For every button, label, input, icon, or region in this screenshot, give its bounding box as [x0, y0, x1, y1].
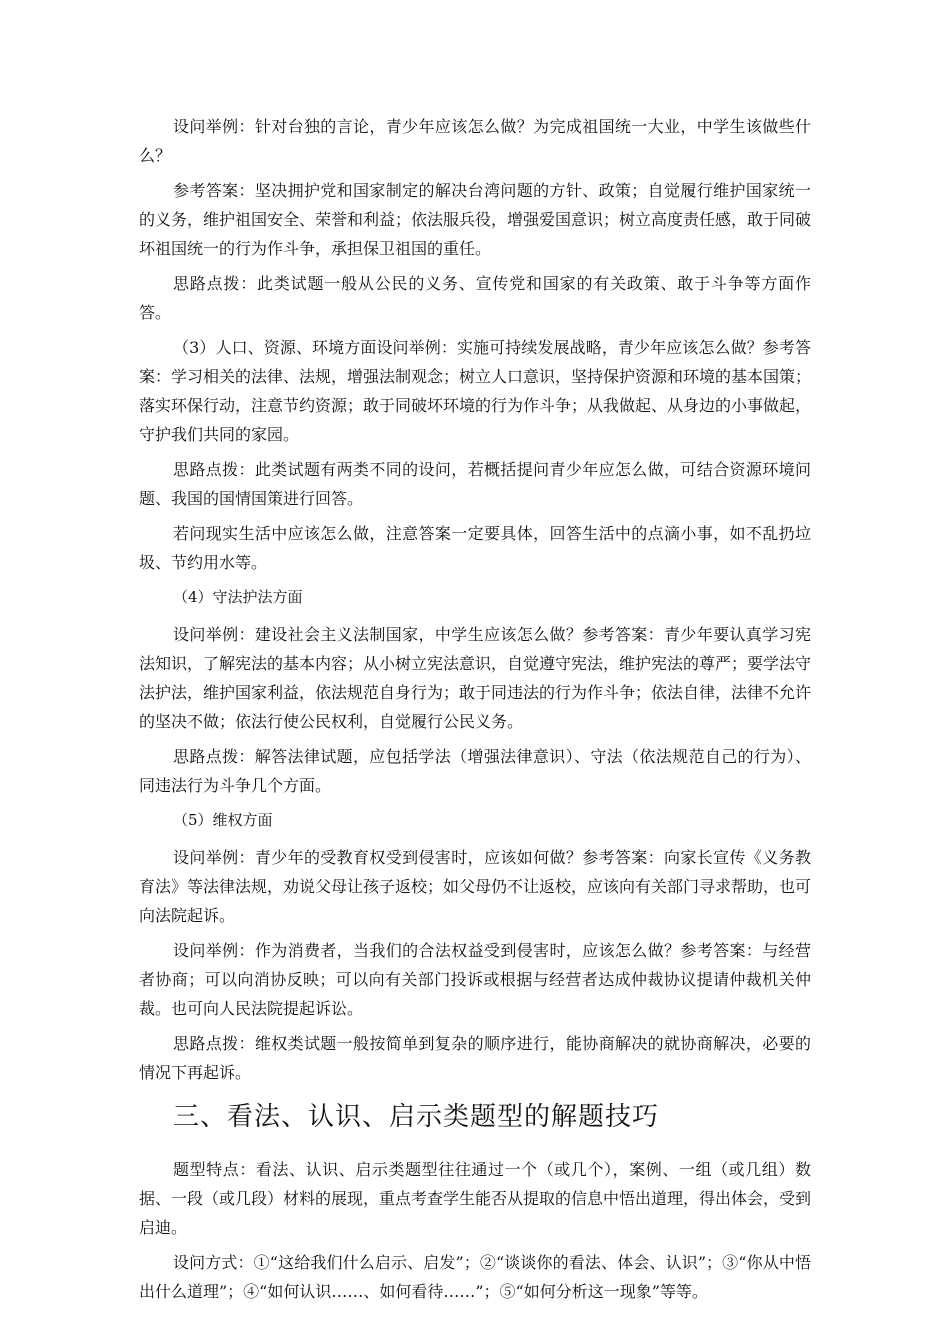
section-title-three: 三、看法、认识、启示类题型的解题技巧: [173, 1102, 660, 1132]
realistic-life-note: 若问现实生活中应该怎么做，注意答案一定要具体，回答生活中的点滴小事，如不乱扔垃圾、节约用水等。: [139, 524, 811, 572]
example-question-education-right: 设问举例：青少年的受教育权受到侵害时，应该如何做？参考答案：向家长宣传《义务教育法》等法律法规，劝说父母让孩子返校；如父母仍不让返校，应该向有关部门寻求帮助，也可向法院起诉。: [139, 848, 812, 925]
section-3-population-resources-environment: （3）人口、资源、环境方面设问举例：实施可持续发展战略，青少年应该怎么做？参考答案：学习相关的法律、法规，增强法制观念；树立人口意识，坚持保护资源和环境的基本国策；落实环保行动，注意节约资源；敢于同破坏环境的行为作斗争；从我做起、从身边的小事做起，守护我们共同的家园。: [139, 338, 812, 444]
document-page: [139, 112, 811, 1312]
thinking-tip-taiwan: 思路点拨：此类试题一般从公民的义务、宣传党和国家的有关政策、敢于斗争等方面作答。: [139, 274, 811, 322]
question-type-features: 题型特点：看法、认识、启示类题型往往通过一个（或几个），案例、一组（或几组）数据、一段（或几段）材料的展现，重点考查学生能否从提取的信息中悟出道理，得出体会，受到启迪。: [139, 1160, 812, 1237]
reference-answer-taiwan: 参考答案：坚决拥护党和国家制定的解决台湾问题的方针、政策；自觉履行维护国家统一的义务，维护祖国安全、荣誉和利益；依法服兵役，增强爱国意识；树立高度责任感，敢于同破坏祖国统一的行为作斗争，承担保卫祖国的重任。: [139, 181, 812, 258]
example-question-taiwan: 设问举例：针对台独的言论，青少年应该怎么做？为完成祖国统一大业，中学生该做些什么？: [139, 117, 811, 165]
thinking-tip-rights: 思路点拨：维权类试题一般按简单到复杂的顺序进行，能协商解决的就协商解决，必要的情况下再起诉。: [139, 1034, 811, 1082]
thinking-tip-law: 思路点拨：解答法律试题，应包括学法（增强法律意识）、守法（依法规范自己的行为）、同违法行为斗争几个方面。: [139, 747, 811, 795]
example-question-law: 设问举例：建设社会主义法制国家，中学生应该怎么做？参考答案：青少年要认真学习宪法知识，了解宪法的基本内容；从小树立宪法意识，自觉遵守宪法，维护宪法的尊严；要学法守法护法，维护国家利益，依法规范自身行为；敢于同违法的行为作斗争；依法自律，法律不允许的坚决不做；依法行使公民权利，自觉履行公民义务。: [139, 625, 812, 731]
example-question-consumer-right: 设问举例：作为消费者，当我们的合法权益受到侵害时，应该怎么做？参考答案：与经营者协商；可以向消协反映；可以向有关部门投诉或根据与经营者达成仲裁协议提请仲裁机关仲裁。也可向人民法院提起诉讼。: [139, 941, 811, 1018]
thinking-tip-environment: 思路点拨：此类试题有两类不同的设问，若概括提问青少年应怎么做，可结合资源环境问题、我国的国情国策进行回答。: [139, 460, 811, 508]
section-5-heading: （5）维权方面: [173, 811, 273, 829]
question-methods: 设问方式：①“这给我们什么启示、启发”；②“谈谈你的看法、体会、认识”；③“你从中悟出什么道理”；④“如何认识……、如何看待……”；⑤“如何分析这一现象”等等。: [139, 1253, 811, 1301]
section-4-heading: （4）守法护法方面: [173, 588, 303, 606]
